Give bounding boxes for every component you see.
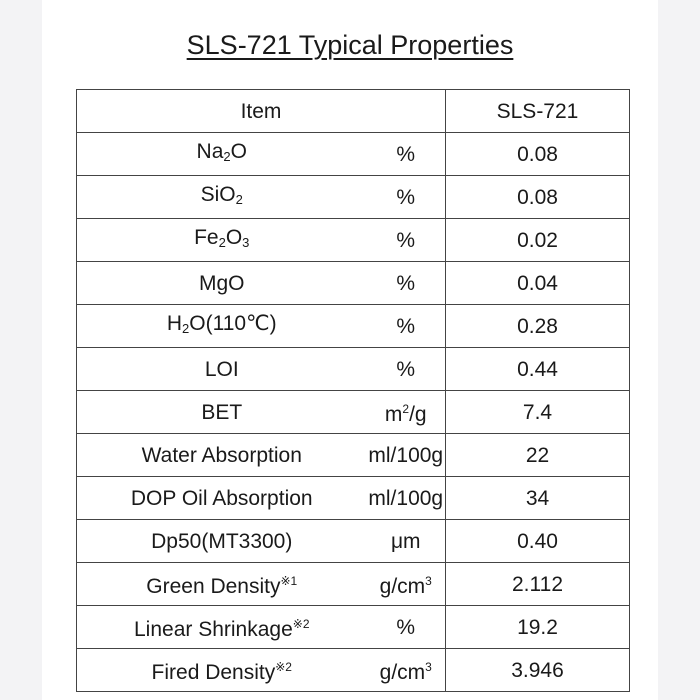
item-cell xyxy=(77,391,367,434)
header-item: Item xyxy=(77,90,446,133)
item-cell xyxy=(77,262,367,305)
table-row xyxy=(77,434,630,477)
unit-cell xyxy=(367,176,446,219)
value-cell: 0.28 xyxy=(446,305,630,348)
text-part: H xyxy=(166,312,183,335)
text-part: BET xyxy=(201,400,243,424)
item-cell xyxy=(77,477,367,520)
text-part: LOI xyxy=(204,357,239,381)
unit-cell xyxy=(367,219,446,262)
text-part: % xyxy=(396,314,416,338)
text-part: Fired Density xyxy=(151,661,276,684)
subscript: 2 xyxy=(218,235,226,250)
unit-cell xyxy=(367,563,446,606)
value-cell: 0.02 xyxy=(446,219,630,262)
unit-cell xyxy=(367,391,446,434)
text-part: DOP Oil Absorption xyxy=(130,486,313,510)
subscript: 2 xyxy=(182,321,190,336)
value-cell: 0.44 xyxy=(446,348,630,391)
text-part: ml/100g xyxy=(368,486,444,510)
table-row xyxy=(77,649,630,692)
item-cell xyxy=(77,219,367,262)
item-cell xyxy=(77,133,367,176)
unit-cell xyxy=(367,348,446,391)
text-part: O xyxy=(230,140,247,163)
table-row xyxy=(77,305,630,348)
superscript: ※1 xyxy=(280,574,298,588)
table-row xyxy=(77,391,630,434)
text-part: m xyxy=(384,403,403,426)
table-row xyxy=(77,133,630,176)
text-part: O xyxy=(225,226,243,249)
header-value: SLS-721 xyxy=(446,90,630,133)
text-part: ml/100g xyxy=(368,443,444,467)
title-text: SLS-721 Typical Properties xyxy=(186,30,514,60)
superscript: ※2 xyxy=(275,660,292,674)
text-part: Fe xyxy=(194,226,219,249)
text-part: Na xyxy=(196,140,224,163)
text-part: Green Density xyxy=(146,575,281,598)
text-part: /g xyxy=(409,403,427,426)
unit-cell xyxy=(367,434,446,477)
superscript: ※2 xyxy=(292,617,310,631)
unit-cell xyxy=(367,262,446,305)
value-cell: 0.04 xyxy=(446,262,630,305)
table-row xyxy=(77,262,630,305)
superscript: 2 xyxy=(402,402,410,416)
value-cell: 0.40 xyxy=(446,520,630,563)
table-row xyxy=(77,563,630,606)
table-header-row xyxy=(77,90,630,133)
right-margin-shade xyxy=(658,0,700,700)
item-cell xyxy=(77,348,367,391)
item-cell xyxy=(77,649,367,692)
text-part: SiO xyxy=(200,183,236,206)
table-row xyxy=(77,348,630,391)
text-part: MgO xyxy=(198,271,245,295)
table-row xyxy=(77,606,630,649)
text-part: Water Absorption xyxy=(141,443,302,467)
item-cell xyxy=(77,520,367,563)
item-cell xyxy=(77,434,367,477)
table-row xyxy=(77,176,630,219)
subscript: 3 xyxy=(242,235,250,250)
text-part: Dp50(MT3300) xyxy=(151,529,293,553)
item-cell xyxy=(77,305,367,348)
item-cell xyxy=(77,176,367,219)
text-part: % xyxy=(396,615,416,639)
page-title xyxy=(0,28,700,62)
superscript: 3 xyxy=(425,574,432,588)
table-body xyxy=(77,133,630,692)
text-part: O(110℃) xyxy=(189,312,277,335)
subscript: 2 xyxy=(235,192,243,207)
value-cell: 34 xyxy=(446,477,630,520)
left-margin-shade xyxy=(0,0,42,700)
unit-cell xyxy=(367,520,446,563)
text-part: Linear Shrinkage xyxy=(133,618,293,641)
text-part: % xyxy=(396,357,416,381)
value-cell: 22 xyxy=(446,434,630,477)
text-part: % xyxy=(396,228,416,252)
value-cell: 7.4 xyxy=(446,391,630,434)
text-part: % xyxy=(396,271,416,295)
properties-table xyxy=(76,89,630,692)
unit-cell xyxy=(367,649,446,692)
text-part: % xyxy=(396,142,416,166)
text-part: μm xyxy=(390,529,421,553)
table-row xyxy=(77,219,630,262)
table-row xyxy=(77,520,630,563)
value-cell: 2.112 xyxy=(446,563,630,606)
subscript: 2 xyxy=(223,149,231,164)
unit-cell xyxy=(367,133,446,176)
value-cell: 3.946 xyxy=(446,649,630,692)
value-cell: 0.08 xyxy=(446,176,630,219)
item-cell xyxy=(77,563,367,606)
text-part: % xyxy=(396,185,416,209)
superscript: 3 xyxy=(425,660,432,674)
unit-cell xyxy=(367,477,446,520)
value-cell: 19.2 xyxy=(446,606,630,649)
unit-cell xyxy=(367,606,446,649)
unit-cell xyxy=(367,305,446,348)
value-cell: 0.08 xyxy=(446,133,630,176)
item-cell xyxy=(77,606,367,649)
text-part: g/cm xyxy=(379,575,426,598)
text-part: g/cm xyxy=(379,661,426,684)
table-row xyxy=(77,477,630,520)
